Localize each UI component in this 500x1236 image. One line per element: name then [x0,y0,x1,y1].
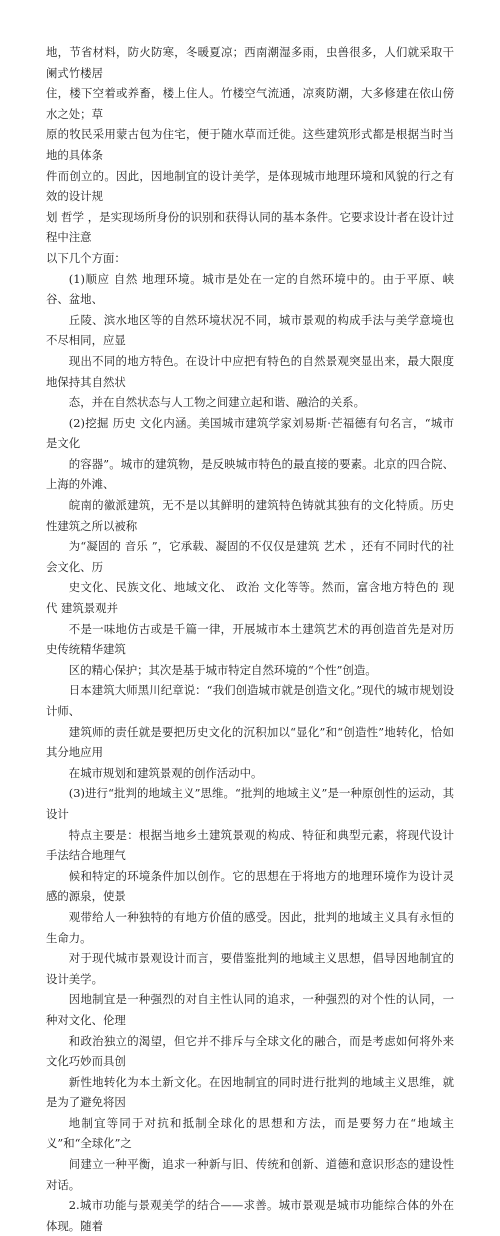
text-line: 件而创立的。因此，因地制宜的设计美学，是体现城市地理环境和风貌的行之有效的设计规 [46,168,454,204]
paragraph [46,42,454,269]
text-line: 为“凝固的 音乐 ”，它承载、凝固的不仅仅是建筑 艺术 ，还有不同时代的社会文化、历 [46,539,454,574]
text-line: 划 哲学 ，是实现场所身份的识别和获得认同的基本条件。它要求设计者在设计过程中注意 [46,209,454,245]
text-line: 区的精心保护；其次是基于城市特定自然环境的“个性”创造。 [68,662,377,677]
text-line: (3)进行“批判的地域主义”思维。“批判的地域主义”是一种原创性的运动，其设计 [46,786,454,821]
text-line: 建筑师的责任就是要把历史文化的沉积加以“显化”和“创造性”地转化，恰如其分地应用 [46,724,454,760]
text-line: 现出不同的地方特色。在设计中应把有特色的自然景观突显出来，最大限度地保持其自然状 [46,353,454,389]
text-line: 候和特定的环境条件加以创作。它的思想在于将地方的地理环境作为设计灵感的源泉，使景 [46,868,454,904]
text-line: 观带给人一种独特的有地方价值的感受。因此，批判的地域主义具有永恒的生命力。 [46,909,454,945]
text-line: 丘陵、滨水地区等的自然环境状况不同，城市景观的构成手法与美学意境也不尽相同，应显 [46,312,454,348]
paragraph [46,413,454,681]
text-line: 和政治独立的渴望，但它并不排斥与全球文化的融合，而是考虑如何将外来文化巧妙而具创 [46,1033,454,1069]
text-line: 新性地转化为本土新文化。在因地制宜的同时进行批判的地域主义思维，就是为了避免将因 [46,1074,454,1110]
text-line: 特点主要是：根据当地乡土建筑景观的构成、特征和典型元素，将现代设计手法结合地理气 [46,827,454,863]
text-line: 地制宜等同于对抗和抵制全球化的思想和方法，而是要努力在“地域主义”和“全球化”之 [46,1115,454,1151]
text-line: (1)顺应 自然 地理环境。城市是处在一定的自然环境中的。由于平原、峡谷、盆地、 [46,271,454,307]
paragraph [46,680,454,783]
text-line: 间建立一种平衡，追求一种新与旧、传统和创新、道德和意识形态的建设性对话。 [46,1157,454,1192]
paragraph [46,948,454,1195]
text-line: 日本建筑大师黑川纪章说：“我们创造城市就是创造文化。”现代的城市规划设计师、 [46,683,454,718]
paragraph [46,1195,454,1236]
paragraph [46,269,454,413]
text-line: 以下几个方面： [46,250,126,265]
text-line: 史文化、民族文化、地域文化、 政治 文化等等。然而，富含地方特色的 现代 建筑景观并 [46,580,454,616]
text-line: (2)挖掘 历史 文化内涵。美国城市建筑学家刘易斯·芒福德有句名言，“城市是文化 [46,415,454,451]
paragraph [46,783,454,948]
text-line: 皖南的徽派建筑，无不是以其鲜明的建筑特色铸就其独有的文化特质。历史性建筑之所以被称 [46,498,454,533]
text-line: 因地制宜是一种强烈的对自主性认同的追求，一种强烈的对个性的认同，一种对文化、伦理 [46,992,454,1027]
text-line: 的容器”。城市的建筑物，是反映城市特色的最直接的要素。北京的四合院、上海的外滩、 [46,456,454,492]
text-line: 不是一味地仿古或是千篇一律，开展城市本土建筑艺术的再创造首先是对历史传统精华建筑 [46,621,454,657]
text-line: 对于现代城市景观设计而言，要借鉴批判的地域主义思想，倡导因地制宜的设计美学。 [46,951,454,986]
text-line: 态，并在自然状态与人工物之间建立起和谐、融洽的关系。 [68,395,365,410]
text-line: 在城市规划和建筑景观的创作活动中。 [68,765,263,780]
text-line: 原的牧民采用蒙古包为住宅，便于随水草而迁徙。这些建筑形式都是根据当时当地的具体条 [46,127,454,162]
text-line: 地，节省材料，防火防寒，冬暖夏凉；西南潮湿多雨，虫兽很多，人们就采取干阑式竹楼居 [46,45,454,80]
text-line: 2.城市功能与景观美学的结合——求善。城市景观是城市功能综合体的外在体现。随着 [46,1198,454,1233]
text-line: 住，楼下空着或养畜，楼上住人。竹楼空气流通，凉爽防潮，大多修建在依山傍水之处；草 [46,86,454,121]
